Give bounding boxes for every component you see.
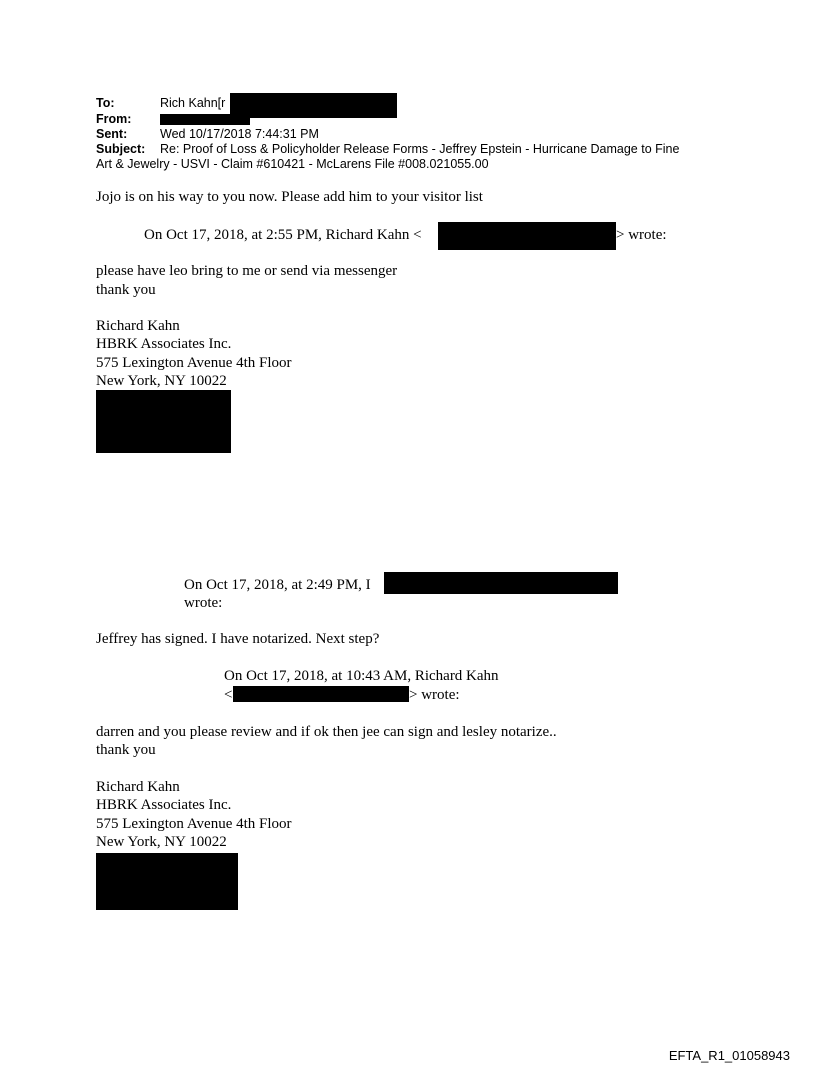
redaction-signature-1 (96, 390, 231, 453)
sent-label: Sent: (96, 127, 128, 141)
signature-1-address-2: New York, NY 10022 (96, 373, 227, 389)
to-value: Rich Kahn[r (160, 96, 226, 110)
signature-1-company: HBRK Associates Inc. (96, 336, 232, 352)
message-4-line-1: darren and you please review and if ok then jee can sign and lesley notarize.. (96, 724, 557, 740)
subject-line-2: Art & Jewelry - USVI - Claim #610421 - McLarens File #008.021055.00 (96, 157, 489, 171)
redaction-from (160, 114, 250, 125)
redaction-email-3 (233, 686, 409, 702)
redaction-sender-2 (384, 572, 618, 594)
message-1: Jojo is on his way to you now. Please add him to your visitor list (96, 189, 483, 205)
sent-value: Wed 10/17/2018 7:44:31 PM (160, 127, 319, 141)
redaction-to (230, 93, 397, 118)
signature-2-address-2: New York, NY 10022 (96, 834, 227, 850)
quote-3-suffix: > wrote: (409, 687, 460, 703)
quote-1-suffix: > wrote: (616, 227, 667, 243)
signature-2-address-1: 575 Lexington Avenue 4th Floor (96, 816, 292, 832)
subject-label: Subject: (96, 142, 146, 156)
quote-2-line-1: On Oct 17, 2018, at 2:49 PM, I (184, 577, 371, 593)
message-2-line-2: thank you (96, 282, 156, 298)
quote-3-prefix: < (224, 687, 233, 703)
quote-2-line-2: wrote: (184, 595, 223, 611)
document-id: EFTA_R1_01058943 (668, 1048, 790, 1063)
quote-1-prefix: On Oct 17, 2018, at 2:55 PM, Richard Kahn < (144, 227, 422, 243)
subject-line-1: Re: Proof of Loss & Policyholder Release Forms - Jeffrey Epstein - Hurricane Damage to Fine (160, 142, 680, 156)
signature-2-company: HBRK Associates Inc. (96, 797, 232, 813)
redaction-signature-2 (96, 853, 238, 910)
quote-3-line-1: On Oct 17, 2018, at 10:43 AM, Richard Kahn (224, 668, 499, 684)
message-2-line-1: please have leo bring to me or send via messenger (96, 263, 398, 279)
signature-1-address-1: 575 Lexington Avenue 4th Floor (96, 355, 292, 371)
redaction-email-1 (438, 222, 616, 250)
signature-1-name: Richard Kahn (96, 318, 180, 334)
to-label: To: (96, 96, 115, 110)
message-3: Jeffrey has signed. I have notarized. Next step? (96, 631, 380, 647)
from-label: From: (96, 112, 132, 126)
signature-2-name: Richard Kahn (96, 779, 180, 795)
message-4-line-2: thank you (96, 742, 156, 758)
